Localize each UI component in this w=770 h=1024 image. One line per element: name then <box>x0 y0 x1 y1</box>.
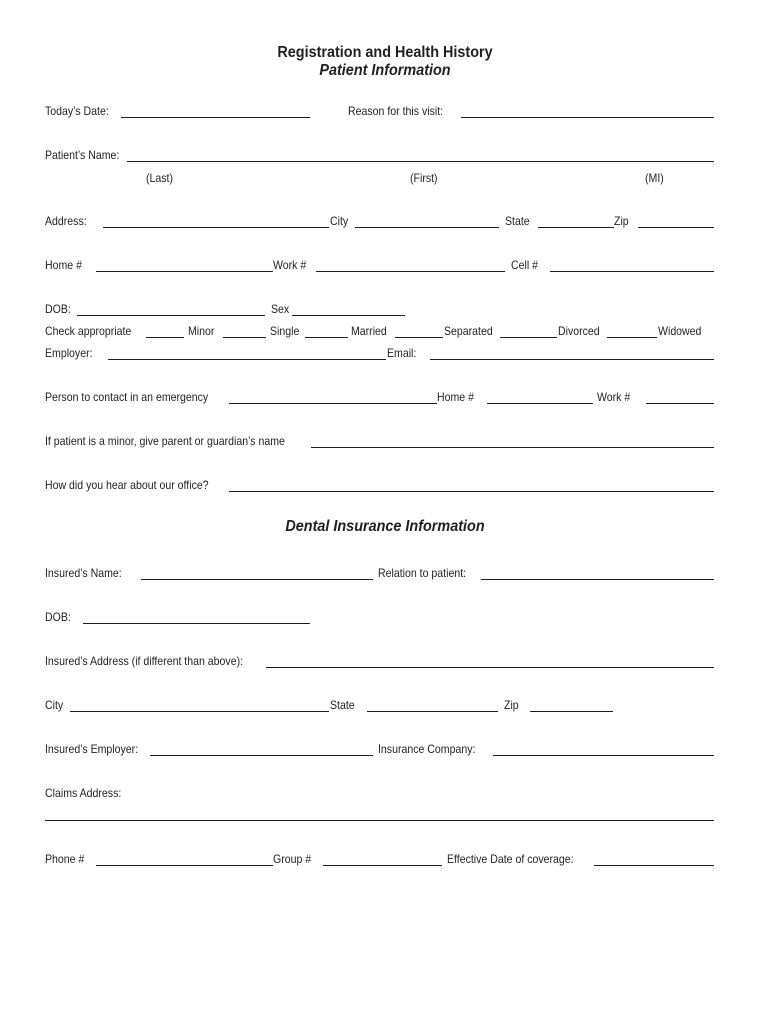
home-phone-field[interactable] <box>96 271 273 272</box>
emergency-contact-label: Person to contact in an emergency <box>45 390 209 404</box>
insurance-phone-label: Phone # <box>45 852 85 866</box>
city-field[interactable] <box>355 227 499 228</box>
insurance-phone-field[interactable] <box>96 865 273 866</box>
insurance-heading: Dental Insurance Information <box>285 518 485 535</box>
emergency-work-label: Work # <box>597 390 631 404</box>
insured-dob-field[interactable] <box>83 623 310 624</box>
first-name-caption: (First) <box>410 171 438 185</box>
insured-address-field[interactable] <box>266 667 714 668</box>
insurance-company-label: Insurance Company: <box>378 742 476 756</box>
home-phone-label: Home # <box>45 258 82 272</box>
reason-field[interactable] <box>461 117 714 118</box>
sex-field[interactable] <box>292 315 405 316</box>
work-phone-field[interactable] <box>316 271 505 272</box>
employer-field[interactable] <box>108 359 386 360</box>
insured-dob-label: DOB: <box>45 610 71 624</box>
insured-employer-field[interactable] <box>150 755 373 756</box>
guardian-label: If patient is a minor, give parent or guardian’s name <box>45 434 285 448</box>
divorced-label: Divorced <box>558 324 600 338</box>
reason-label: Reason for this visit: <box>348 104 444 118</box>
minor-label: Minor <box>188 324 215 338</box>
insured-state-field[interactable] <box>367 711 498 712</box>
address-field[interactable] <box>103 227 329 228</box>
effective-date-field[interactable] <box>594 865 714 866</box>
insurance-company-field[interactable] <box>493 755 714 756</box>
insured-city-field[interactable] <box>70 711 329 712</box>
referral-field[interactable] <box>229 491 714 492</box>
minor-checkbox[interactable] <box>146 337 184 338</box>
insured-city-label: City <box>45 698 64 712</box>
married-checkbox[interactable] <box>305 337 348 338</box>
single-checkbox[interactable] <box>223 337 266 338</box>
state-label: State <box>505 214 530 228</box>
separated-checkbox[interactable] <box>395 337 443 338</box>
work-phone-label: Work # <box>273 258 307 272</box>
sex-label: Sex <box>271 302 290 316</box>
todays-date-field[interactable] <box>121 117 310 118</box>
widowed-label: Widowed <box>658 324 702 338</box>
cell-phone-label: Cell # <box>511 258 539 272</box>
form-subtitle: Patient Information <box>319 62 451 79</box>
relation-label: Relation to patient: <box>378 566 467 580</box>
zip-field[interactable] <box>638 227 714 228</box>
separated-label: Separated <box>444 324 493 338</box>
group-number-label: Group # <box>273 852 312 866</box>
address-label: Address: <box>45 214 87 228</box>
check-appropriate-label: Check appropriate <box>45 324 132 338</box>
insured-state-label: State <box>330 698 355 712</box>
patient-name-field[interactable] <box>127 161 714 162</box>
insured-zip-field[interactable] <box>530 711 613 712</box>
dob-field[interactable] <box>77 315 265 316</box>
insured-address-label: Insured’s Address (if different than above): <box>45 654 244 668</box>
divorced-checkbox[interactable] <box>500 337 557 338</box>
insured-zip-label: Zip <box>504 698 519 712</box>
insured-employer-label: Insured’s Employer: <box>45 742 139 756</box>
middle-initial-caption: (MI) <box>645 171 664 185</box>
zip-label: Zip <box>614 214 629 228</box>
group-number-field[interactable] <box>323 865 442 866</box>
employer-label: Employer: <box>45 346 93 360</box>
email-label: Email: <box>387 346 417 360</box>
insured-name-field[interactable] <box>141 579 373 580</box>
cell-phone-field[interactable] <box>550 271 714 272</box>
emergency-contact-field[interactable] <box>229 403 437 404</box>
relation-field[interactable] <box>481 579 714 580</box>
dob-label: DOB: <box>45 302 71 316</box>
state-field[interactable] <box>538 227 614 228</box>
email-field[interactable] <box>430 359 714 360</box>
insured-name-label: Insured’s Name: <box>45 566 122 580</box>
married-label: Married <box>351 324 387 338</box>
emergency-home-field[interactable] <box>487 403 593 404</box>
patient-name-label: Patient’s Name: <box>45 148 120 162</box>
form-title: Registration and Health History <box>277 44 493 61</box>
widowed-checkbox[interactable] <box>607 337 657 338</box>
single-label: Single <box>270 324 300 338</box>
effective-date-label: Effective Date of coverage: <box>447 852 574 866</box>
guardian-field[interactable] <box>311 447 714 448</box>
last-name-caption: (Last) <box>146 171 174 185</box>
emergency-home-label: Home # <box>437 390 474 404</box>
claims-address-field[interactable] <box>45 820 714 821</box>
claims-address-label: Claims Address: <box>45 786 122 800</box>
referral-label: How did you hear about our office? <box>45 478 209 492</box>
emergency-work-field[interactable] <box>646 403 714 404</box>
city-label: City <box>330 214 349 228</box>
todays-date-label: Today’s Date: <box>45 104 109 118</box>
